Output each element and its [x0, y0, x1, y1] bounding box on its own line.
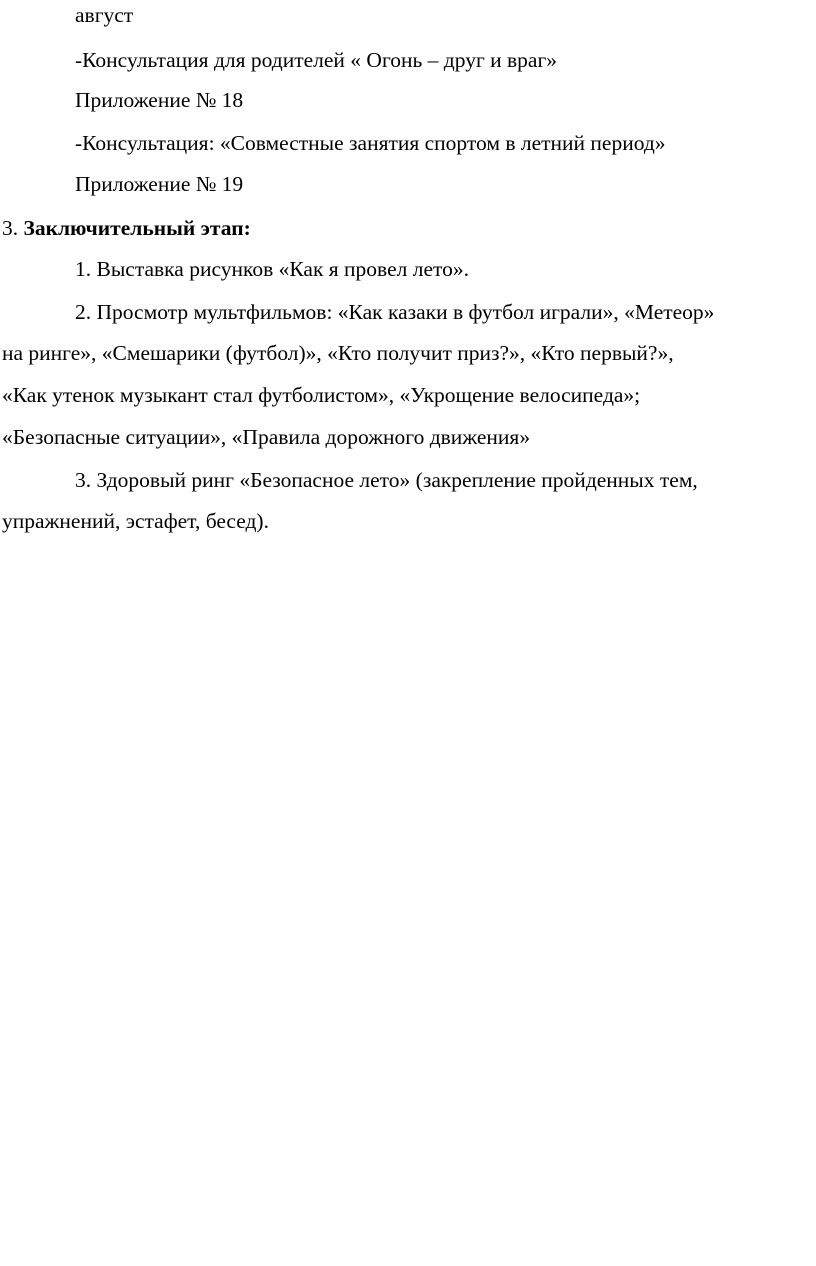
stage-number: 3. — [2, 216, 19, 240]
list-item-cartoons-line-1: 2. Просмотр мультфильмов: «Как казаки в футбол играли», «Метеор» — [75, 300, 715, 324]
list-item-ring-line-1: 3. Здоровый ринг «Безопасное лето» (закрепление пройденных тем, — [75, 468, 698, 492]
list-item-cartoons-line-4: «Безопасные ситуации», «Правила дорожного движения» — [2, 425, 531, 449]
list-item-ring-line-2: упражнений, эстафет, бесед). — [2, 509, 269, 533]
appendix-18: Приложение № 18 — [75, 88, 244, 112]
list-item-drawings: 1. Выставка рисунков «Как я провел лето». — [75, 257, 469, 281]
appendix-19: Приложение № 19 — [75, 172, 244, 196]
consultation-fire: -Консультация для родителей « Огонь – друг и враг» — [75, 48, 558, 72]
stage-title: Заключительный этап: — [23, 216, 251, 240]
month-label: август — [75, 3, 134, 27]
list-item-cartoons-line-2: на ринге», «Смешарики (футбол)», «Кто получит приз?», «Кто первый?», — [2, 341, 674, 365]
list-item-cartoons-line-3: «Как утенок музыкант стал футболистом», «Укрощение велосипеда»; — [2, 383, 641, 407]
stage-heading — [2, 215, 251, 241]
consultation-sport: -Консультация: «Совместные занятия спортом в летний период» — [75, 131, 666, 155]
